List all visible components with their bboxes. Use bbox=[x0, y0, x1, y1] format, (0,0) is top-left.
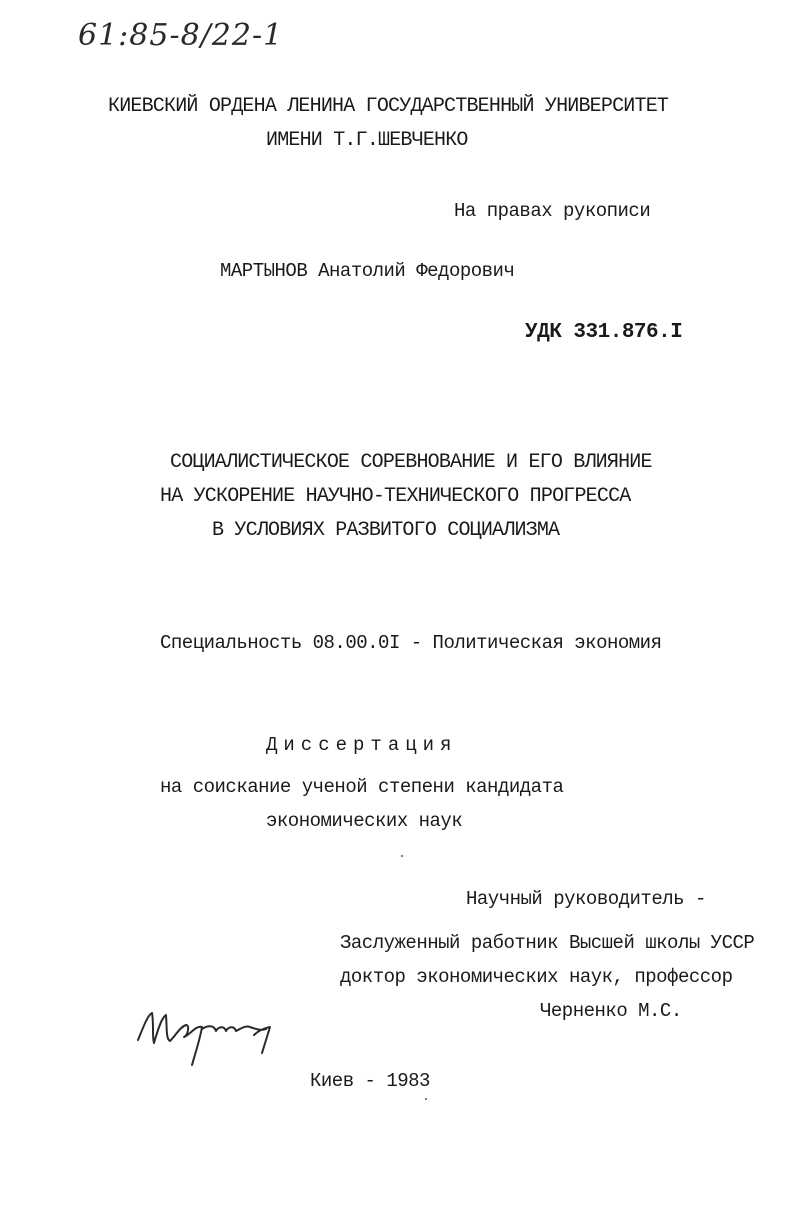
manuscript-rights: На правах рукописи bbox=[454, 200, 651, 222]
author-signature bbox=[130, 995, 280, 1075]
institution-line1: КИЕВСКИЙ ОРДЕНА ЛЕНИНА ГОСУДАРСТВЕННЫЙ УНИВЕРСИТЕТ bbox=[108, 95, 669, 118]
udc-code: УДК 331.876.I bbox=[525, 321, 683, 344]
place-year: Киев - 1983 bbox=[310, 1070, 430, 1092]
degree-line1: на соискание ученой степени кандидата bbox=[160, 776, 564, 798]
stray-mark-2 bbox=[425, 1098, 427, 1100]
title-line2: НА УСКОРЕНИЕ НАУЧНО-ТЕХНИЧЕСКОГО ПРОГРЕССА bbox=[160, 485, 631, 508]
institution-line2: ИМЕНИ Т.Г.ШЕВЧЕНКО bbox=[266, 129, 468, 152]
speciality: Специальность 08.00.0I - Политическая экономия bbox=[160, 632, 662, 654]
archive-mark: 61:85-8/22-1 bbox=[78, 18, 284, 53]
supervisor-title2: доктор экономических наук, профессор bbox=[340, 966, 733, 988]
author-name: МАРТЫНОВ Анатолий Федорович bbox=[220, 260, 515, 282]
degree-line2: экономических наук bbox=[266, 810, 463, 832]
stray-mark bbox=[401, 855, 403, 857]
work-type: Диссертация bbox=[266, 734, 458, 756]
supervisor-name: Черненко М.С. bbox=[540, 1000, 682, 1022]
supervisor-title1: Заслуженный работник Высшей школы УССР bbox=[340, 932, 755, 954]
title-line1: СОЦИАЛИСТИЧЕСКОЕ СОРЕВНОВАНИЕ И ЕГО ВЛИЯНИЕ bbox=[170, 451, 652, 474]
title-line3: В УСЛОВИЯХ РАЗВИТОГО СОЦИАЛИЗМА bbox=[212, 519, 560, 542]
supervisor-label: Научный руководитель - bbox=[466, 888, 706, 910]
